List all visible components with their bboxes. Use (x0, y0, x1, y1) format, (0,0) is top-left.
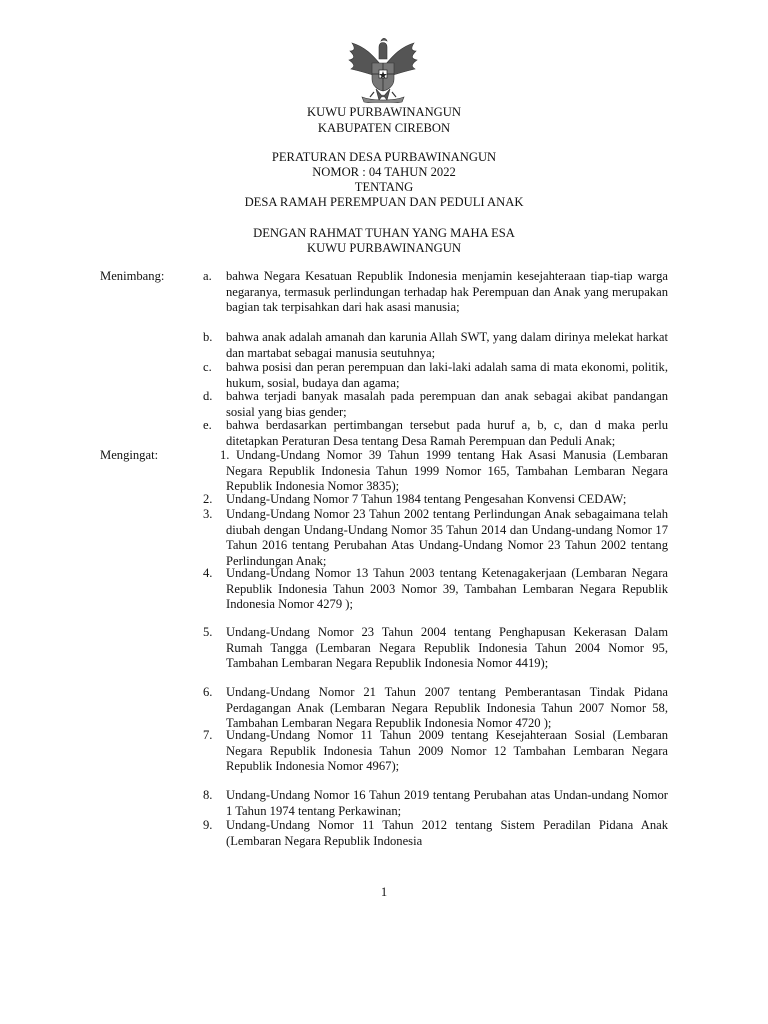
header-line-1: KUWU PURBAWINANGUN (307, 105, 461, 119)
mengingat-item-5: Undang-Undang Nomor 23 Tahun 2004 tentang Penghapusan Kekerasan Dalam Rumah Tangga (Lembaran Negara Republik Indonesia Tahun 2004 Nomor 95, Tambahan Lembaran Negara Republik Indonesia Nomor 4419); (226, 625, 668, 670)
menimbang-marker-c: c. (203, 360, 212, 374)
mengingat-marker-2: 2. (203, 492, 213, 506)
mengingat-item-2: Undang-Undang Nomor 7 Tahun 1984 tentang Pengesahan Konvensi CEDAW; (226, 492, 627, 506)
mengingat-item-8: Undang-Undang Nomor 16 Tahun 2019 tentang Perubahan atas Undan-undang Nomor 1 Tahun 1974 tentang Perkawinan; (226, 788, 668, 818)
preamble-line-2: KUWU PURBAWINANGUN (307, 241, 461, 255)
mengingat-marker-6: 6. (203, 685, 213, 699)
mengingat-marker-8: 8. (203, 788, 213, 802)
menimbang-marker-b: b. (203, 330, 213, 344)
mengingat-marker-9: 9. (203, 818, 213, 832)
mengingat-item-6: Undang-Undang Nomor 21 Tahun 2007 tentang Pemberantasan Tindak Pidana Perdagangan Anak (Lembaran Negara Republik Indonesia Tahun 2007 Nomor 58, Tambahan Lembaran Negara Republik Indonesia Nomor 4720 ); (226, 685, 668, 730)
menimbang-marker-e: e. (203, 418, 212, 432)
menimbang-item-e: bahwa berdasarkan pertimbangan tersebut pada huruf a, b, c, dan d maka perlu ditetapkan Peraturan Desa tentang Desa Ramah Perempuan dan Peduli Anak; (226, 418, 668, 448)
menimbang-marker-d: d. (203, 389, 213, 403)
garuda-emblem-icon (346, 37, 420, 103)
mengingat-label: Mengingat: (100, 448, 159, 462)
mengingat-item-1: Undang-Undang Nomor 39 Tahun 1999 tentang Hak Asasi Manusia (Lembaran Negara Republik Indonesia Tahun 1999 Nomor 165, Tambahan Lembaran Negara Republik Indonesia Nomor 3835); (226, 448, 668, 493)
preamble-line-1: DENGAN RAHMAT TUHAN YANG MAHA ESA (253, 226, 515, 240)
mengingat-marker-7: 7. (203, 728, 213, 742)
menimbang-item-b: bahwa anak adalah amanah dan karunia Allah SWT, yang dalam dirinya melekat harkat dan martabat sebagai manusia seutuhnya; (226, 330, 668, 360)
menimbang-item-d: bahwa terjadi banyak masalah pada perempuan dan anak sebagai akibat pandangan sosial yang bias gender; (226, 389, 668, 419)
mengingat-item-3: Undang-Undang Nomor 23 Tahun 2002 tentang Perlindungan Anak sebagaimana telah diubah dengan Undang-Undang Nomor 35 Tahun 2014 dan Undang-undang Nomor 17 Tahun 2016 tentang Perubahan Atas Undang-Undang Nomor 23 Tahun 2002 tentang Perlindungan Anak; (226, 507, 668, 568)
regulation-number: NOMOR : 04 TAHUN 2022 (312, 165, 456, 179)
menimbang-item-a: bahwa Negara Kesatuan Republik Indonesia menjamin kesejahteraan tiap-tiap warga negaranya, termasuk perlindungan terhadap hak Perempuan dan Anak yang merupakan bagian tak terpisahkan dari hak asasi manusia; (226, 269, 668, 314)
header-line-2: KABUPATEN CIREBON (317, 121, 451, 135)
mengingat-marker-4: 4. (203, 566, 213, 580)
mengingat-marker-5: 5. (203, 625, 213, 639)
page-number: 1 (380, 885, 388, 899)
mengingat-item-7: Undang-Undang Nomor 11 Tahun 2009 tentang Kesejahteraan Sosial (Lembaran Negara Republik Indonesia Tahun 2009 Nomor 12 Tambahan Lembaran Negara Republik Indonesia Nomor 4967); (226, 728, 668, 773)
menimbang-item-c: bahwa posisi dan peran perempuan dan laki-laki adalah sama di mata ekonomi, politik, hukum, sosial, budaya dan agama; (226, 360, 668, 390)
mengingat-marker-3: 3. (203, 507, 213, 521)
regulation-title: PERATURAN DESA PURBAWINANGUN (271, 150, 497, 164)
mengingat-marker-1: 1. (220, 448, 230, 462)
regulation-subject: DESA RAMAH PEREMPUAN DAN PEDULI ANAK (244, 195, 524, 209)
mengingat-item-4: Undang-Undang Nomor 13 Tahun 2003 tentang Ketenagakerjaan (Lembaran Negara Republik Indonesia Tahun 2003 Nomor 39, Tambahan Lembaran Negara Republik Indonesia Nomor 4279 ); (226, 566, 668, 611)
mengingat-item-9: Undang-Undang Nomor 11 Tahun 2012 tentang Sistem Peradilan Pidana Anak (Lembaran Negara Republik Indonesia (226, 818, 668, 848)
menimbang-marker-a: a. (203, 269, 212, 283)
menimbang-label: Menimbang: (100, 269, 165, 283)
regulation-about: TENTANG (354, 180, 414, 194)
